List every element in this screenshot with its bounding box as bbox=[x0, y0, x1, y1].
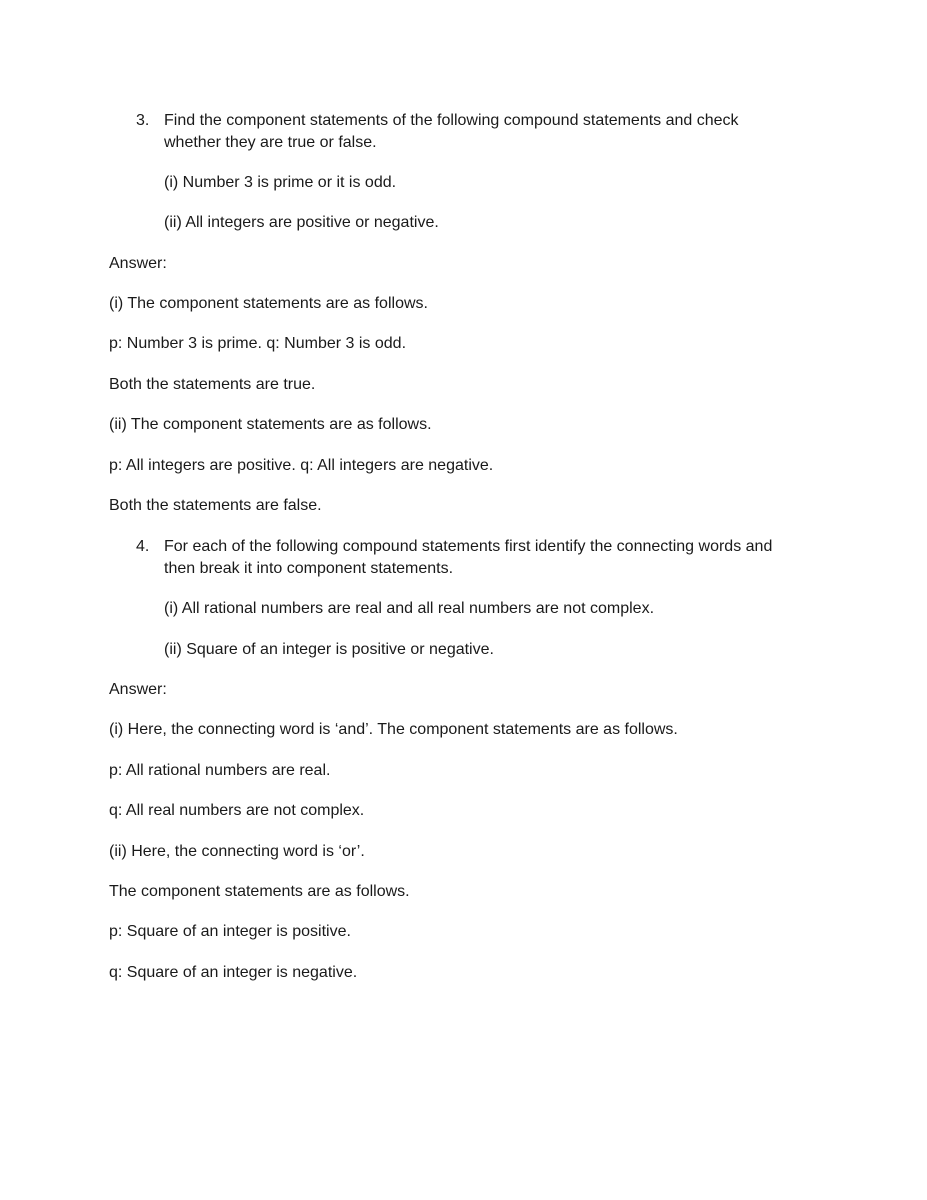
question-4-item-1: (i) All rational numbers are real and all real numbers are not complex. bbox=[164, 600, 655, 617]
answer-4-line: The component statements are as follows. bbox=[109, 883, 410, 900]
question-3-text-line-2: whether they are true or false. bbox=[164, 134, 377, 151]
question-3-number: 3. bbox=[136, 112, 150, 129]
answer-4-line: q: Square of an integer is negative. bbox=[109, 964, 358, 981]
answer-3-label: Answer: bbox=[109, 255, 167, 272]
answer-3-line: (i) The component statements are as follows. bbox=[109, 295, 428, 312]
answer-3-line: Both the statements are false. bbox=[109, 497, 322, 514]
answer-4-line: q: All real numbers are not complex. bbox=[109, 802, 365, 819]
answer-4-line: p: Square of an integer is positive. bbox=[109, 923, 351, 940]
answer-3-line: p: Number 3 is prime. q: Number 3 is odd. bbox=[109, 335, 407, 352]
question-3-item-2: (ii) All integers are positive or negative. bbox=[164, 214, 439, 231]
answer-4-line: (i) Here, the connecting word is ‘and’. The component statements are as follows. bbox=[109, 721, 678, 738]
question-3-item-1: (i) Number 3 is prime or it is odd. bbox=[164, 174, 397, 191]
answer-4-label: Answer: bbox=[109, 681, 167, 698]
answer-3-line: (ii) The component statements are as follows. bbox=[109, 416, 432, 433]
answer-4-line: p: All rational numbers are real. bbox=[109, 762, 331, 779]
question-4-text-line-2: then break it into component statements. bbox=[164, 560, 454, 577]
answer-3-line: p: All integers are positive. q: All integers are negative. bbox=[109, 457, 494, 474]
question-3-text-line-1: Find the component statements of the following compound statements and check bbox=[164, 112, 739, 129]
question-4-item-2: (ii) Square of an integer is positive or negative. bbox=[164, 641, 494, 658]
answer-4-line: (ii) Here, the connecting word is ‘or’. bbox=[109, 843, 365, 860]
answer-3-line: Both the statements are true. bbox=[109, 376, 316, 393]
question-4-text-line-1: For each of the following compound statements first identify the connecting words and bbox=[164, 538, 773, 555]
question-4-number: 4. bbox=[136, 538, 150, 555]
